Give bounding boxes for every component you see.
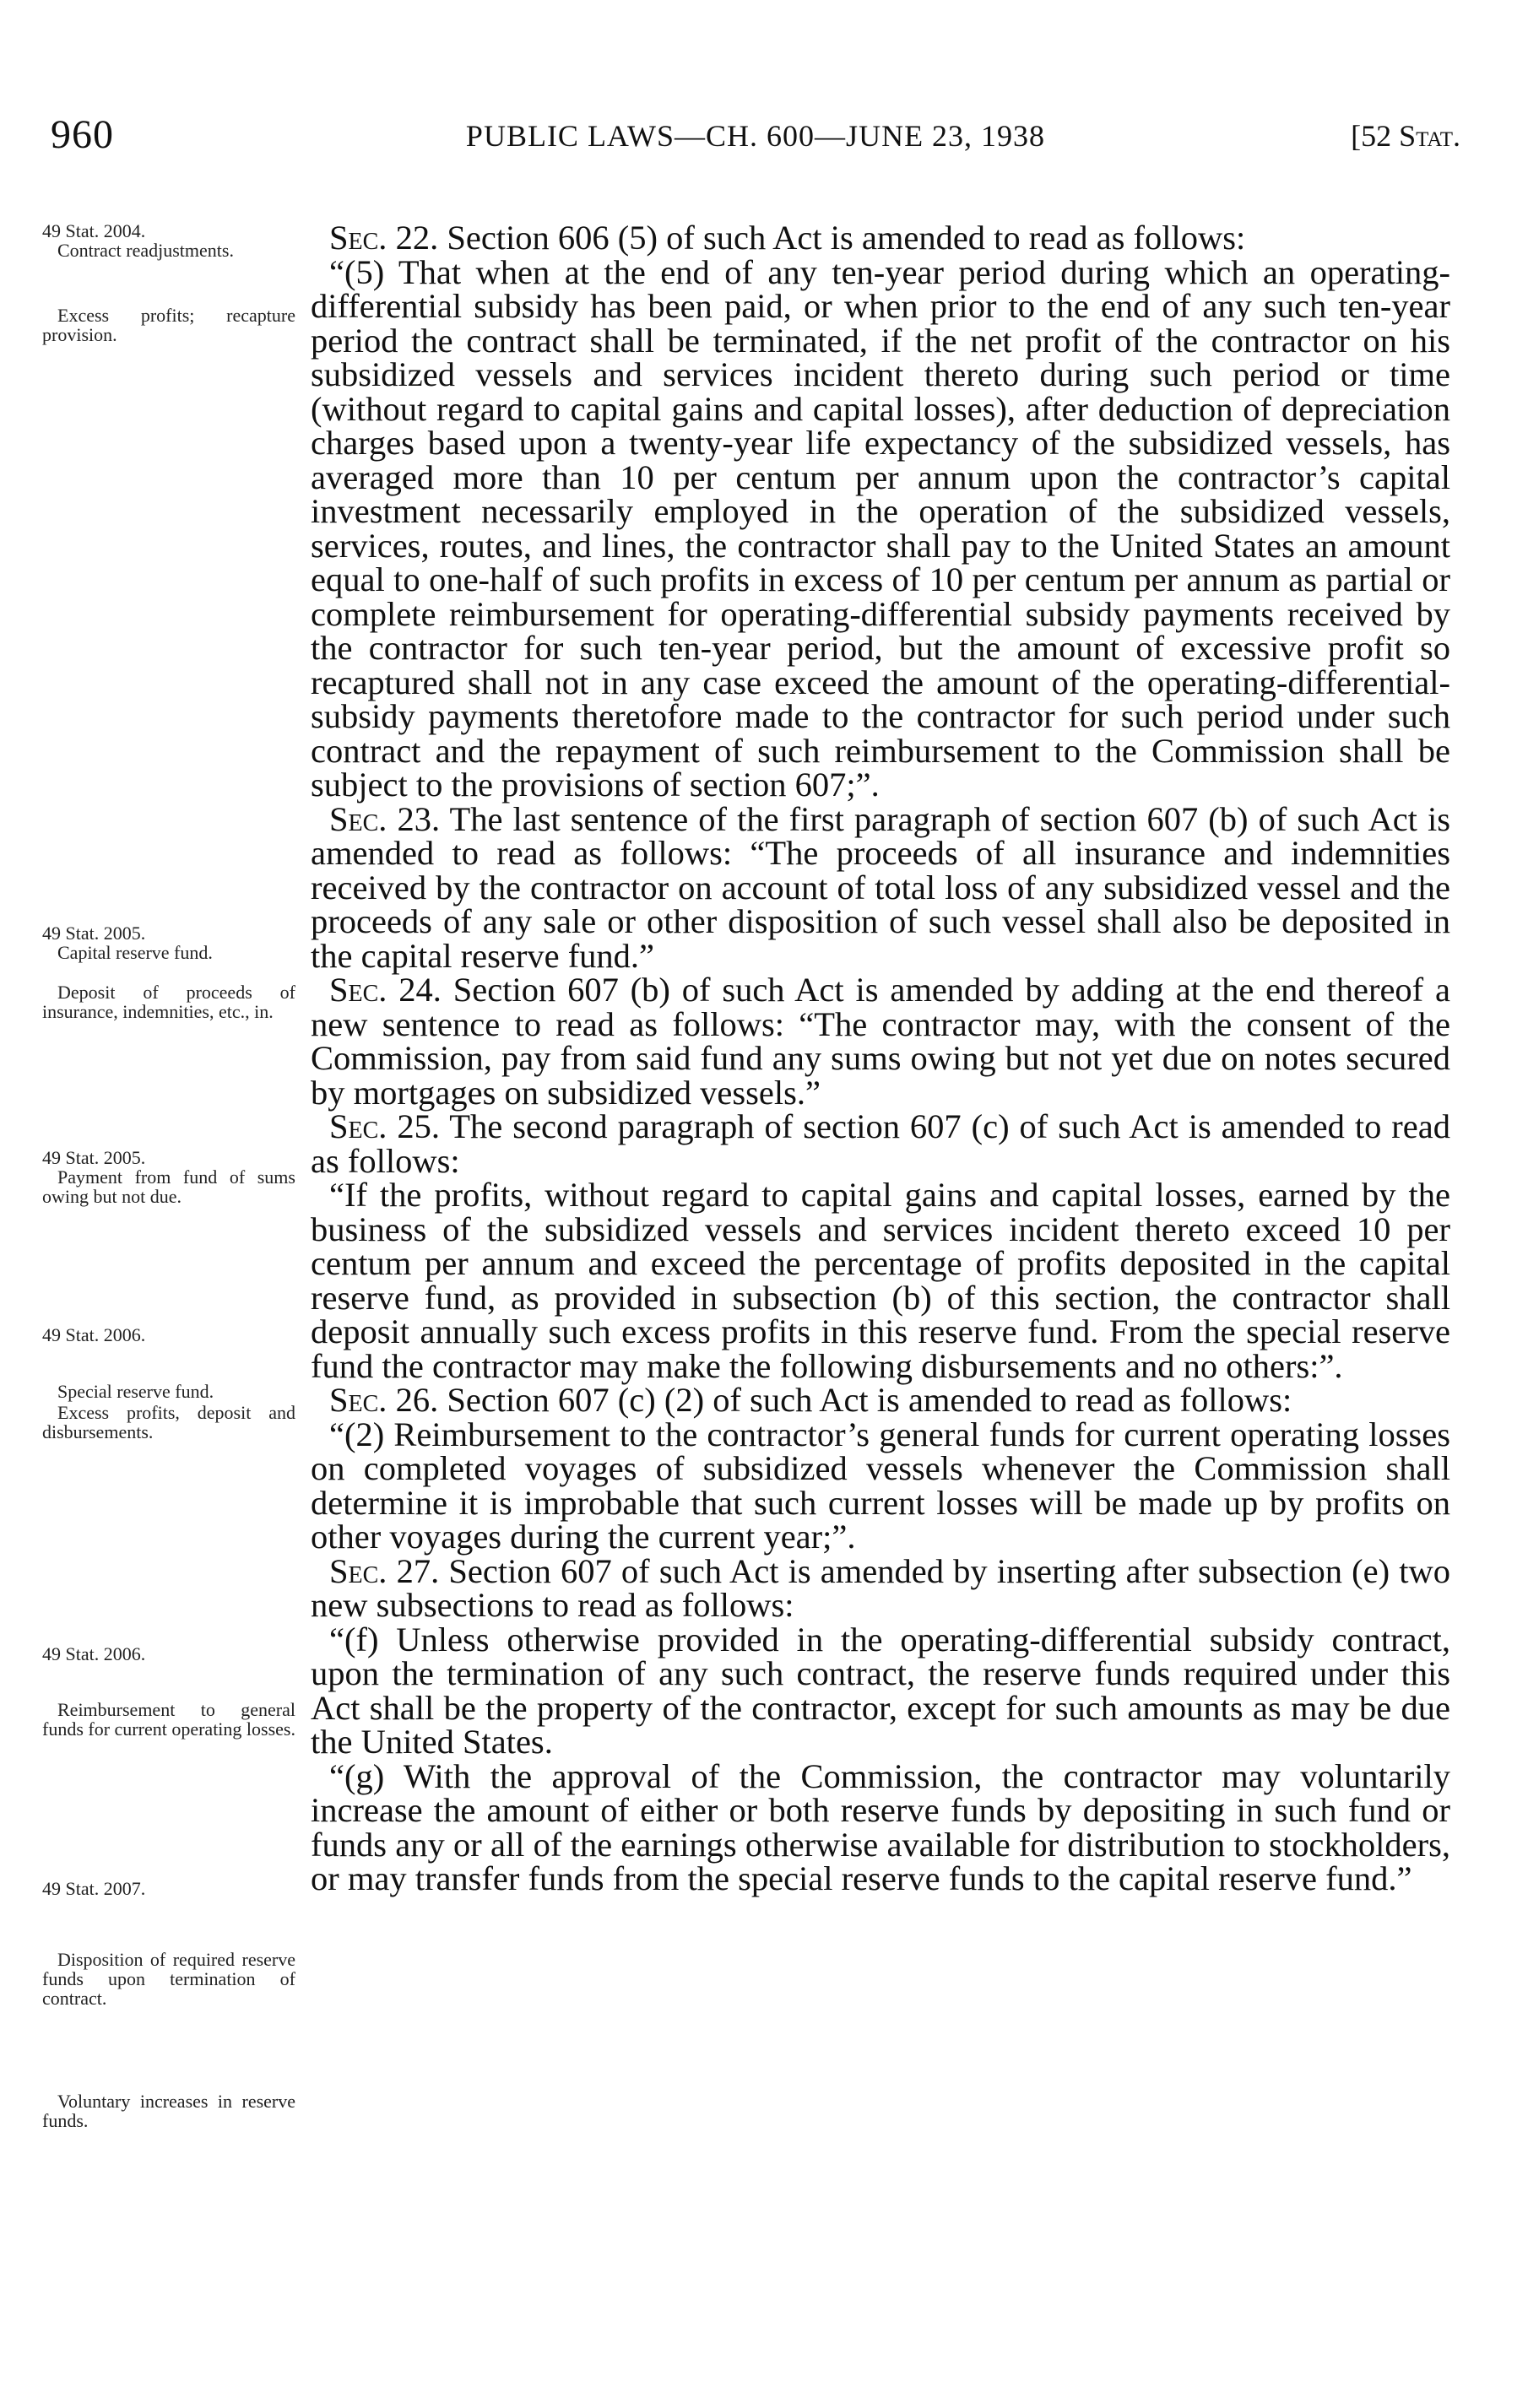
margin-note-caption: Disposition of required reserve funds upon termination of contract. — [42, 1949, 295, 2009]
margin-note — [42, 1700, 295, 1739]
quoted-paragraph — [311, 1620, 1450, 1761]
paragraph-text: “(2) Reimbursement to the contractor’s general funds for current operating losses on completed voyages of subsidized vessels whenever the Commission shall determine it is improbable that such current losses will be made up by profits on other voyages during the current year;”. — [311, 1415, 1450, 1556]
margin-note — [42, 1403, 295, 1442]
margin-note-ref: 49 Stat. 2005. — [42, 923, 146, 944]
running-title: PUBLIC LAWS—CH. 600—JUNE 23, 1938 — [465, 119, 1046, 153]
paragraph-text: 24. Section 607 (b) of such Act is amended by adding at the end thereof a new sentence to read as follows: “The contractor may, with the consent of the Commission, pay from said fund any sums owing but not yet due on notes secured by mortgages on subsidized vessels.” — [311, 971, 1450, 1112]
margin-note-caption: Capital reserve fund. — [57, 942, 213, 963]
paragraph-text: “(f) Unless otherwise provided in the operating-differential subsidy contract, upon the termination of any such contract, the reserve funds required under this Act shall be the property of the contractor, except for such amounts as may be due the United States. — [311, 1620, 1450, 1761]
section-label: Sec. — [329, 219, 387, 257]
margin-note — [42, 1879, 295, 1898]
paragraph-text: “(5) That when at the end of any ten-year period during which an operating-differential subsidy has been paid, or when prior to the end of any such ten-year period the contract shall be terminated, if the net profit of the contractor on his subsidized vessels and services incident thereto during such period or time (without regard to capital gains and capital losses), after deduction of depreciation charges based upon a twenty-year life expectancy of the subsidized vessels, has averaged more than 10 per centum per annum upon the contractor’s capital investment necessarily employed in the operation of the subsidized vessels, services, routes, and lines, the contractor shall pay to the United States an amount equal to one-half of such profits in excess of 10 per centum per annum as partial or complete reimbursement for operating-differential subsidy payments received by the contractor for such ten-year period, but the amount of excessive profit so recaptured shall not in any case exceed the amount of the operating-differential-subsidy payments theretofore made to the contractor for such period under such contract and the repayment of such reimbursement to the Commission shall be subject to the provisions of section 607;”. — [311, 252, 1450, 804]
paragraph-text: 23. The last sentence of the first paragraph of section 607 (b) of such Act is amended to read as follows: “The proceeds of all insurance and indemnities received by the contractor on account of total loss of any subsidized vessel and the proceeds of any sale or other disposition of such vessel shall also be deposited in the capital reserve fund.” — [311, 799, 1450, 975]
margin-note — [42, 982, 295, 1021]
quoted-paragraph — [311, 1178, 1450, 1383]
margin-note-caption: Special reserve fund. — [57, 1381, 214, 1402]
section-paragraph — [311, 973, 1450, 1110]
paragraph-text: 27. Section 607 of such Act is amended by inserting after subsection (e) two new subsections to read as follows: — [311, 1551, 1450, 1624]
margin-note — [42, 1382, 295, 1401]
statute-ref-abbrev: Stat. — [1399, 119, 1460, 153]
margin-note-caption: Deposit of proceeds of insurance, indemnities, etc., in. — [42, 982, 295, 1022]
margin-note — [42, 1950, 295, 2008]
margin-note-ref: 49 Stat. 2004. — [42, 220, 146, 241]
margin-note-ref: 49 Stat. 2007. — [42, 1878, 146, 1899]
margin-note-ref: 49 Stat. 2006. — [42, 1324, 146, 1345]
section-paragraph — [311, 221, 1450, 256]
section-paragraph — [311, 1551, 1450, 1624]
section-paragraph — [311, 799, 1450, 975]
margin-note — [42, 2091, 295, 2130]
section-label: Sec. — [329, 1551, 387, 1590]
margin-note — [42, 306, 295, 344]
quoted-paragraph — [311, 1756, 1450, 1897]
margin-note-caption: Excess profits; recapture provision. — [42, 305, 295, 345]
statute-ref-prefix: [52 — [1351, 119, 1400, 153]
margin-note-caption: Excess profits, deposit and disbursements. — [42, 1402, 295, 1442]
paragraph-text: “If the profits, without regard to capital gains and capital losses, earned by the business of the subsidized vessels and services incident thereto exceed 10 per centum per annum and exceed the percentage of profits deposited in the capital reserve fund, as provided in subsection (b) of this section, the contractor shall deposit annually such excess profits in this reserve fund. From the special reserve fund the contractor may make the following disbursements and no others:”. — [311, 1176, 1450, 1385]
margin-note — [42, 1644, 295, 1664]
statute-reference — [1351, 118, 1460, 154]
section-paragraph — [311, 1107, 1450, 1180]
margin-note-caption: Contract readjustments. — [57, 240, 234, 261]
page-number: 960 — [51, 112, 114, 157]
margin-note-caption: Voluntary increases in reserve funds. — [42, 2091, 295, 2131]
body-text — [311, 221, 1450, 1897]
margin-note-ref: 49 Stat. 2005. — [42, 1147, 146, 1168]
margin-note — [42, 1325, 295, 1345]
margin-note-caption: Payment from fund of sums owing but not due. — [42, 1166, 295, 1207]
section-label: Sec. — [329, 1381, 387, 1419]
section-paragraph — [311, 1383, 1450, 1418]
paragraph-text: 22. Section 606 (5) of such Act is amended to read as follows: — [387, 219, 1246, 257]
margin-note — [42, 221, 295, 260]
paragraph-text: 25. The second paragraph of section 607 (c) of such Act is amended to read as follows: — [311, 1107, 1450, 1180]
margin-notes — [42, 0, 295, 2408]
quoted-paragraph — [311, 1415, 1450, 1556]
quoted-paragraph — [311, 252, 1450, 804]
paragraph-text: 26. Section 607 (c) (2) of such Act is amended to read as follows: — [387, 1381, 1292, 1419]
paragraph-text: “(g) With the approval of the Commission, the contractor may voluntarily increase the amount of either or both reserve funds by depositing in such fund or funds any or all of the earnings otherwise available for distribution to stockholders, or may transfer funds from the special reserve funds to the capital reserve fund.” — [311, 1756, 1450, 1897]
margin-note-ref: 49 Stat. 2006. — [42, 1643, 146, 1664]
margin-note — [42, 923, 295, 962]
margin-note — [42, 1148, 295, 1206]
section-label: Sec. — [329, 971, 387, 1009]
section-label: Sec. — [329, 1107, 387, 1145]
margin-note-caption: Reimbursement to general funds for current operating losses. — [42, 1699, 295, 1740]
section-label: Sec. — [329, 799, 387, 838]
